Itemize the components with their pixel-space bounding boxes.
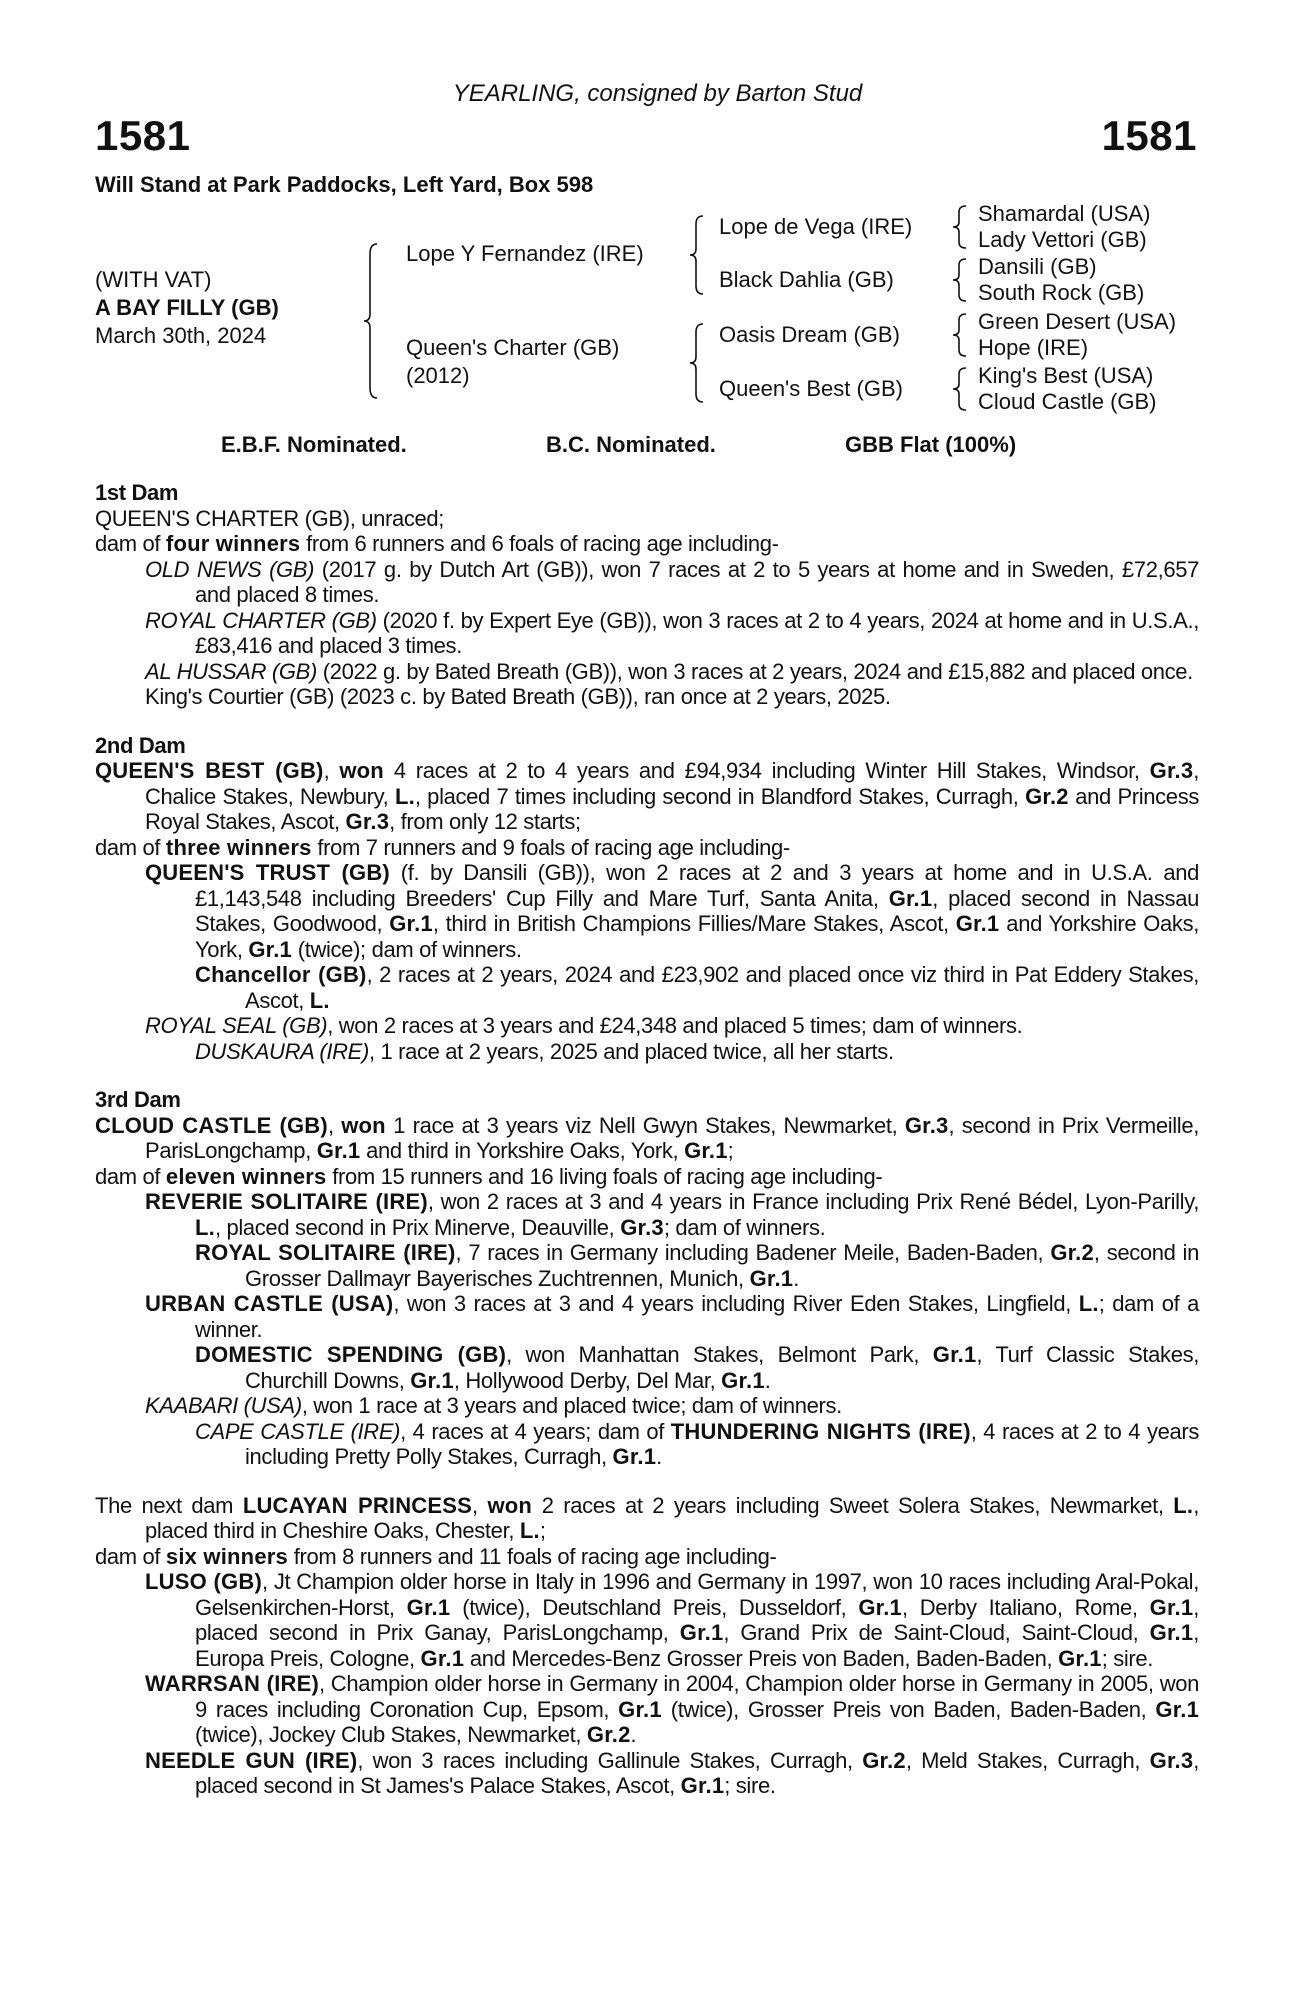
produce-record xyxy=(95,1748,1199,1799)
bold-text: Gr.1 xyxy=(316,1138,361,1163)
bold-text: Gr.1 xyxy=(721,1367,765,1393)
text: , won Manhattan Stakes, Belmont Park, xyxy=(506,1342,933,1367)
gbb-status: GBB Flat (100%) xyxy=(845,432,1017,457)
bold-text: Gr.1 xyxy=(1149,1620,1194,1645)
bold-text: L. xyxy=(1173,1492,1194,1518)
bold-text: Gr.2 xyxy=(586,1722,631,1747)
bold-text: three winners xyxy=(165,834,312,860)
bold-text: Gr.1 xyxy=(406,1594,451,1620)
text: 1 race at 3 years viz Nell Gwyn Stakes, Newmarket, xyxy=(385,1112,905,1138)
text: , Champion older horse in Germany in 2004, Champion older horse in Germany in 2005, won 9 races including Coronation Cup, Epsom, xyxy=(195,1671,1199,1722)
gen3-ancestor: Green Desert (USA) xyxy=(978,309,1177,334)
text: , Europa Preis, Cologne, xyxy=(195,1620,1200,1671)
produce-record xyxy=(95,1569,1199,1671)
bold-text: REVERIE SOLITAIRE (IRE) xyxy=(145,1189,428,1214)
text: , xyxy=(327,1112,342,1138)
text: and third in Yorkshire Oaks, York, xyxy=(360,1138,685,1163)
lot-number-left: 1581 xyxy=(95,112,191,159)
text: dam of xyxy=(95,834,166,860)
text: ; dam of winners. xyxy=(663,1214,826,1240)
produce-record xyxy=(95,1189,1199,1240)
bold-text: DOMESTIC SPENDING (GB) xyxy=(195,1342,507,1367)
text: (2022 g. by Bated Breath (GB)), won 3 races at 2 years, 2024 and £15,882 and placed once. xyxy=(316,658,1193,684)
dam-record xyxy=(95,506,1199,532)
bold-text: L. xyxy=(394,783,415,809)
italic-text: DUSKAURA (IRE) xyxy=(195,1038,369,1064)
text: , won 2 races at 3 and 4 years in France including Prix René Bédel, Lyon-Parilly, xyxy=(427,1189,1199,1214)
text: , second in Grosser Dallmayr Bayerisches Zuchtrennen, Munich, xyxy=(245,1240,1199,1291)
bold-text: Gr.1 xyxy=(932,1342,977,1367)
text: , 4 races at 2 to 4 years including Pretty Polly Stakes, Curragh, xyxy=(245,1418,1199,1469)
text: , third in British Champions Fillies/Mare Stakes, Ascot, xyxy=(432,911,956,936)
text: , second in Prix Vermeille, ParisLongchamp, xyxy=(145,1112,1199,1163)
text: , won 2 races at 3 years and £24,348 and placed 5 times; dam of winners. xyxy=(327,1013,1023,1038)
text: , Jt Champion older horse in Italy in 1996 and Germany in 1997, won 10 races including Aral-Pokal, Gelsenkirchen-Horst, xyxy=(195,1569,1199,1620)
bold-text: won xyxy=(339,758,384,783)
produce-record xyxy=(95,1291,1199,1342)
text: The next dam xyxy=(95,1492,243,1518)
produce-record xyxy=(95,1419,1199,1470)
pedigree-brace xyxy=(364,244,378,398)
produce-record xyxy=(95,1240,1199,1291)
produce-record xyxy=(95,962,1199,1013)
text: (twice), Grosser Preis von Baden, Baden-Baden, xyxy=(661,1696,1156,1722)
bold-text: LUSO (GB) xyxy=(145,1569,262,1594)
produce-record xyxy=(95,684,1199,710)
text: dam of xyxy=(95,531,166,556)
text: , Chalice Stakes, Newbury, xyxy=(145,758,1200,809)
vat-note: (WITH VAT) xyxy=(95,267,212,292)
gen3-ancestor: Hope (IRE) xyxy=(978,335,1089,360)
bold-text: ROYAL SOLITAIRE (IRE) xyxy=(195,1240,456,1265)
text: (twice), Deutschland Preis, Dusseldorf, xyxy=(450,1594,859,1620)
italic-text: ROYAL CHARTER (GB) xyxy=(145,607,377,633)
text: ; xyxy=(727,1138,734,1163)
bold-text: Gr.1 xyxy=(1149,1594,1194,1620)
pedigree-brace xyxy=(690,216,704,294)
bold-text: Gr.1 xyxy=(888,885,933,911)
bold-text: Gr.1 xyxy=(680,1773,725,1798)
italic-text: ROYAL SEAL (GB) xyxy=(145,1013,328,1038)
text: , xyxy=(472,1492,488,1518)
dam-sire: Oasis Dream (GB) xyxy=(719,322,900,347)
text: from 15 runners and 16 living foals of racing age including- xyxy=(326,1163,883,1189)
bold-text: Gr.1 xyxy=(420,1645,465,1671)
bold-text: four winners xyxy=(165,531,301,556)
bold-text: L. xyxy=(309,987,330,1013)
bold-text: Chancellor (GB) xyxy=(195,962,367,987)
produce-record xyxy=(95,1342,1199,1393)
dam-section xyxy=(95,1493,1199,1799)
bold-text: eleven winners xyxy=(165,1163,327,1189)
bold-text: Gr.1 xyxy=(618,1696,662,1722)
bold-text: won xyxy=(341,1112,386,1138)
text: , placed second in St James's Palace Stakes, Ascot, xyxy=(195,1747,1200,1798)
text: , Hollywood Derby, Del Mar, xyxy=(453,1367,722,1393)
gen3-ancestor: Dansili (GB) xyxy=(978,254,1097,279)
text: , 1 race at 2 years, 2025 and placed twice, all her starts. xyxy=(368,1038,894,1064)
bold-text: Gr.3 xyxy=(904,1112,949,1138)
bold-text: Gr.1 xyxy=(684,1138,728,1163)
text: from 8 runners and 11 foals of racing age including- xyxy=(287,1543,777,1569)
text: and Yorkshire Oaks, York, xyxy=(195,911,1199,962)
horse-name: A BAY FILLY (GB) xyxy=(95,295,279,320)
catalogue-body xyxy=(95,480,1199,1799)
text: from 6 runners and 6 foals of racing age including- xyxy=(300,531,779,556)
bold-text: Gr.2 xyxy=(1050,1240,1094,1265)
text: , Turf Classic Stakes, Churchill Downs, xyxy=(245,1342,1199,1393)
lot-number-right: 1581 xyxy=(1101,112,1197,159)
bold-text: Gr.3 xyxy=(620,1214,664,1240)
produce-record xyxy=(95,557,1199,608)
dam-year: (2012) xyxy=(406,363,470,388)
text: (f. by Dansili (GB)), won 2 races at 2 and 3 years at home and in U.S.A. and £1,143,548 including Breeders' Cup Filly and Mare Turf, Santa Anita, xyxy=(195,860,1199,911)
produce-record xyxy=(95,608,1199,659)
produce-record xyxy=(95,860,1199,962)
pedigree-brace xyxy=(953,368,967,410)
dam: Queen's Charter (GB) xyxy=(406,335,620,360)
produce-record xyxy=(95,1013,1199,1039)
dam-section xyxy=(95,1087,1199,1470)
bold-text: Gr.1 xyxy=(410,1367,454,1393)
produce-record xyxy=(95,659,1199,685)
sire-sire: Lope de Vega (IRE) xyxy=(719,214,913,239)
text: , xyxy=(323,758,340,783)
text: , placed second in Prix Ganay, ParisLongchamp, xyxy=(195,1594,1200,1645)
dam-record xyxy=(95,758,1199,835)
pedigree-brace xyxy=(953,206,967,248)
bold-text: THUNDERING NIGHTS (IRE) xyxy=(670,1418,971,1444)
sire-dam: Black Dahlia (GB) xyxy=(719,267,894,292)
ebf-nomination: E.B.F. Nominated. xyxy=(221,432,407,457)
bold-text: Gr.1 xyxy=(1058,1645,1102,1671)
italic-text: AL HUSSAR (GB) xyxy=(145,658,317,684)
text: 2 races at 2 years including Sweet Solera Stakes, Newmarket, xyxy=(532,1492,1174,1518)
bold-text: Gr.1 xyxy=(612,1444,657,1469)
text: ; dam of a winner. xyxy=(195,1291,1199,1342)
dam-record xyxy=(95,1113,1199,1164)
bold-text: Gr.3 xyxy=(1149,1747,1194,1773)
bold-text: Gr.1 xyxy=(1155,1696,1199,1722)
italic-text: KAABARI (USA) xyxy=(145,1393,302,1418)
bc-nomination: B.C. Nominated. xyxy=(546,432,716,457)
text: from 7 runners and 9 foals of racing age including- xyxy=(311,834,790,860)
text: . xyxy=(793,1265,799,1291)
bold-text: Gr.2 xyxy=(862,1747,906,1773)
section-heading: 3rd Dam xyxy=(95,1087,181,1112)
gen3-ancestor: Cloud Castle (GB) xyxy=(978,389,1157,414)
text: . xyxy=(630,1722,637,1747)
bold-text: Gr.1 xyxy=(955,911,1000,936)
text: 4 races at 2 to 4 years and £94,934 including Winter Hill Stakes, Windsor, xyxy=(383,758,1150,783)
dam-record xyxy=(95,1164,1199,1190)
italic-text: OLD NEWS (GB) xyxy=(145,556,315,582)
text: , placed third in Cheshire Oaks, Chester, xyxy=(145,1492,1199,1543)
bold-text: Gr.2 xyxy=(1025,783,1069,809)
section-heading: 1st Dam xyxy=(95,480,179,505)
bold-text: QUEEN'S TRUST (GB) xyxy=(145,860,390,885)
text: QUEEN'S CHARTER (GB), unraced; xyxy=(95,505,445,531)
bold-text: six winners xyxy=(165,1543,288,1569)
text: ; sire. xyxy=(724,1773,776,1798)
text: , won 1 race at 3 years and placed twice; dam of winners. xyxy=(301,1393,842,1418)
bold-text: Gr.1 xyxy=(749,1265,794,1291)
text: . xyxy=(764,1367,771,1393)
text: (twice), Jockey Club Stakes, Newmarket, xyxy=(195,1722,587,1747)
produce-record xyxy=(95,1039,1199,1065)
text: ; sire. xyxy=(1101,1645,1154,1671)
gen3-ancestor: King's Best (USA) xyxy=(978,363,1154,388)
text: , placed second in Nassau Stakes, Goodwood, xyxy=(195,885,1199,936)
bold-text: L. xyxy=(195,1214,215,1240)
text: ; xyxy=(539,1518,546,1543)
text: , 7 races in Germany including Badener Meile, Baden-Baden, xyxy=(455,1240,1051,1265)
text: , 2 races at 2 years, 2024 and £23,902 and placed once viz third in Pat Eddery Stakes, Ascot, xyxy=(245,962,1199,1013)
text: . xyxy=(656,1444,662,1469)
bold-text: CLOUD CASTLE (GB) xyxy=(95,1112,328,1138)
produce-record xyxy=(95,1671,1199,1748)
text: , from only 12 starts; xyxy=(389,809,581,834)
dam-record xyxy=(95,1493,1199,1544)
text: (twice); dam of winners. xyxy=(291,936,522,962)
pedigree-brace xyxy=(953,314,967,356)
gen3-ancestor: Lady Vettori (GB) xyxy=(978,227,1147,252)
bold-text: won xyxy=(487,1492,533,1518)
stand-location: Will Stand at Park Paddocks, Left Yard, Box 598 xyxy=(95,172,594,197)
text: , Derby Italiano, Rome, xyxy=(901,1594,1150,1620)
text: , won 3 races including Gallinule Stakes, Curragh, xyxy=(357,1747,863,1773)
consignment-heading: YEARLING, consigned by Barton Stud xyxy=(452,80,863,107)
text: dam of xyxy=(95,1163,166,1189)
bold-text: URBAN CASTLE (USA) xyxy=(145,1291,394,1316)
dam-dam: Queen's Best (GB) xyxy=(719,376,903,401)
text: , placed 7 times including second in Blandford Stakes, Curragh, xyxy=(414,783,1026,809)
pedigree-brace xyxy=(953,259,967,301)
bold-text: WARRSAN (IRE) xyxy=(145,1671,319,1696)
text: and Princess Royal Stakes, Ascot, xyxy=(145,783,1199,834)
text: , 4 races at 4 years; dam of xyxy=(400,1418,671,1444)
dam-section xyxy=(95,480,1199,710)
produce-record xyxy=(95,1393,1199,1419)
bold-text: QUEEN'S BEST (GB) xyxy=(95,758,324,783)
sire: Lope Y Fernandez (IRE) xyxy=(406,241,644,266)
pedigree-brace xyxy=(690,324,704,402)
italic-text: CAPE CASTLE (IRE) xyxy=(195,1418,401,1444)
dam-record xyxy=(95,835,1199,861)
bold-text: Gr.3 xyxy=(345,809,390,834)
text: dam of xyxy=(95,1543,166,1569)
text: (2017 g. by Dutch Art (GB)), won 7 races at 2 to 5 years at home and in Sweden, £72,657 and placed 8 times. xyxy=(195,556,1199,607)
bold-text: L. xyxy=(519,1518,540,1543)
bold-text: L. xyxy=(1078,1291,1099,1316)
dam-record xyxy=(95,531,1199,557)
section-heading: 2nd Dam xyxy=(95,732,186,758)
bold-text: Gr.3 xyxy=(1149,758,1194,783)
text: , Meld Stakes, Curragh, xyxy=(905,1747,1150,1773)
bold-text: Gr.1 xyxy=(389,911,433,936)
bold-text: Gr.1 xyxy=(248,936,292,962)
bold-text: Gr.1 xyxy=(858,1594,902,1620)
dam-record xyxy=(95,1544,1199,1570)
foaling-date: March 30th, 2024 xyxy=(95,323,267,348)
bold-text: Gr.1 xyxy=(679,1620,724,1645)
text: and Mercedes-Benz Grosser Preis von Baden, Baden-Baden, xyxy=(464,1645,1059,1671)
dam-section xyxy=(95,733,1199,1065)
bold-text: NEEDLE GUN (IRE) xyxy=(145,1747,358,1773)
bold-text: LUCAYAN PRINCESS xyxy=(242,1492,473,1518)
gen3-ancestor: Shamardal (USA) xyxy=(978,201,1151,226)
text: , Grand Prix de Saint-Cloud, Saint-Cloud, xyxy=(723,1620,1150,1645)
text: , placed second in Prix Minerve, Deauville, xyxy=(214,1214,621,1240)
text: King's Courtier (GB) (2023 c. by Bated Breath (GB)), ran once at 2 years, 2025. xyxy=(145,684,891,709)
gen3-ancestor: South Rock (GB) xyxy=(978,280,1145,305)
text: , won 3 races at 3 and 4 years including River Eden Stakes, Lingfield, xyxy=(393,1291,1079,1316)
text: (2020 f. by Expert Eye (GB)), won 3 races at 2 to 4 years, 2024 at home and in U.S.A., £83,416 and placed 3 times. xyxy=(195,607,1199,658)
